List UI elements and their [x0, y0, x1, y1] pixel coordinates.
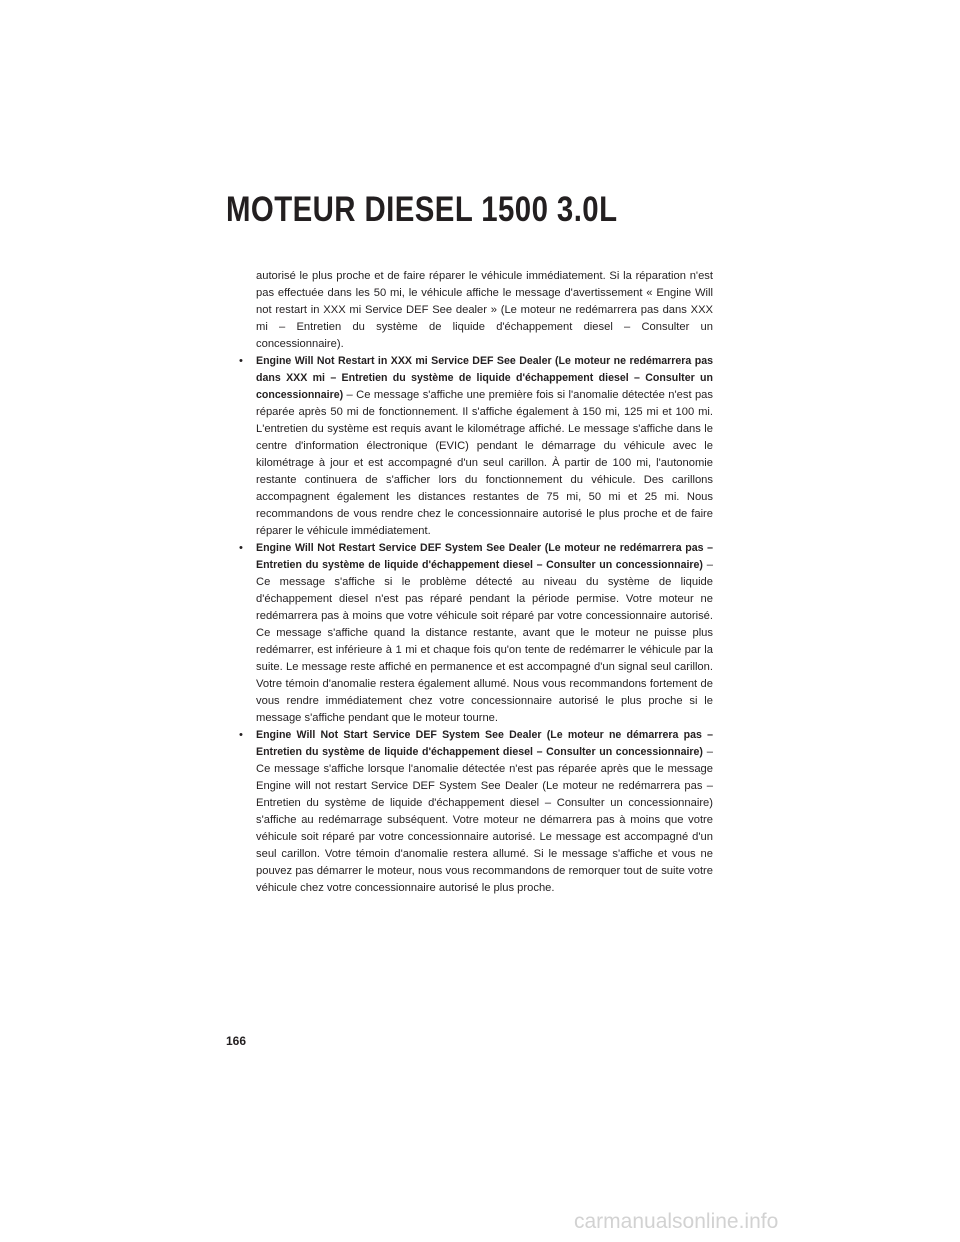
list-item-text: – Ce message s'affiche lorsque l'anomalie détectée n'est pas réparée après que le message Engine will not restart Service DEF System See Dealer (Le moteur ne redémarrera pas – Entretien du système de liquide d'échappement diesel – Consulter un concessionnaire) s'affiche au redémarrage subséquent. Votre moteur ne démarrera pas à moins que votre véhicule soit réparé par votre concessionnaire autorisé. Le message est accompagné d'un seul carillon. Votre témoin d'anomalie restera allumé. Si le message s'affiche et vous ne pouvez pas démarrer le moteur, nous vous recommandons de remorquer tout de suite votre véhicule chez votre concessionnaire autorisé le plus proche. — [256, 746, 713, 894]
list-item — [237, 540, 713, 727]
list-item-text: – Ce message s'affiche si le problème détecté au niveau du système de liquide d'échappement diesel n'est pas réparé pendant la période permise. Votre moteur ne redémarrera pas à moins que votre véhicule soit réparé par votre concessionnaire autorisé. Ce message s'affiche quand la distance restante, avant que le moteur ne puisse plus redémarrer, est inférieure à 1 mi et chaque fois qu'on tente de redémarrer le véhicule par la suite. Le message reste affiché en permanence et est accompagné d'un signal seul carillon. Votre témoin d'anomalie restera également allumé. Nous vous recommandons fortement de vous rendre immédiatement chez votre concessionnaire autorisé le plus proche si le message s'affiche pendant que le moteur tourne. — [256, 559, 713, 724]
list-item-title: Engine Will Not Restart in XXX mi Service DEF See Dealer (Le moteur ne redémarrera pas dans XXX mi – Entretien du système de liquide d'échappement diesel – Consulter un concessionnaire) — [256, 355, 713, 401]
intro-paragraph: autorisé le plus proche et de faire réparer le véhicule immédiatement. Si la réparation n'est pas effectuée dans les 50 mi, le véhicule affiche le message d'avertissement « Engine Will not restart in XXX mi Service DEF See dealer » (Le moteur ne redémarrera pas dans XXX mi – Entretien du système de liquide d'échappement diesel – Consulter un concessionnaire). — [256, 270, 713, 350]
bullet-icon: • — [239, 355, 243, 367]
list-item-title: Engine Will Not Start Service DEF System See Dealer (Le moteur ne démarrera pas – Entretien du système de liquide d'échappement diesel – Consulter un concessionnaire) — [256, 729, 713, 758]
body-text — [237, 268, 713, 897]
list-item-body — [256, 353, 713, 540]
list-item-text: – Ce message s'affiche une première fois si l'anomalie détectée n'est pas réparée après 50 mi de fonctionnement. Il s'affiche également à 150 mi, 125 mi et 100 mi. L'entretien du système est requis avant le kilométrage affiché. Le message s'affiche dans le centre d'information électronique (EVIC) pendant le démarrage du véhicule avec le kilométrage à jour et est accompagné d'un seul carillon. À partir de 100 mi, l'autonomie restante continuera de s'afficher lors du fonctionnement du véhicule. Des carillons accompagnent également les distances restantes de 75 mi, 50 mi et 25 mi. Nous recommandons de vous rendre chez le concessionnaire autorisé le plus proche et de faire réparer le véhicule immédiatement. — [256, 389, 713, 537]
bullet-icon: • — [239, 729, 243, 741]
page-number: 166 — [226, 1034, 247, 1048]
list-item-title: Engine Will Not Restart Service DEF System See Dealer (Le moteur ne redémarrera pas – Entretien du système de liquide d'échappement diesel – Consulter un concessionnaire) — [256, 542, 713, 571]
watermark: carmanualsonline.info — [574, 1210, 779, 1233]
page-title: MOTEUR DIESEL 1500 3.0L — [226, 190, 618, 229]
list-item — [237, 727, 713, 897]
list-item-body — [256, 727, 713, 897]
list-item-body — [256, 540, 713, 727]
bullet-icon: • — [239, 542, 243, 554]
list-item — [237, 353, 713, 540]
